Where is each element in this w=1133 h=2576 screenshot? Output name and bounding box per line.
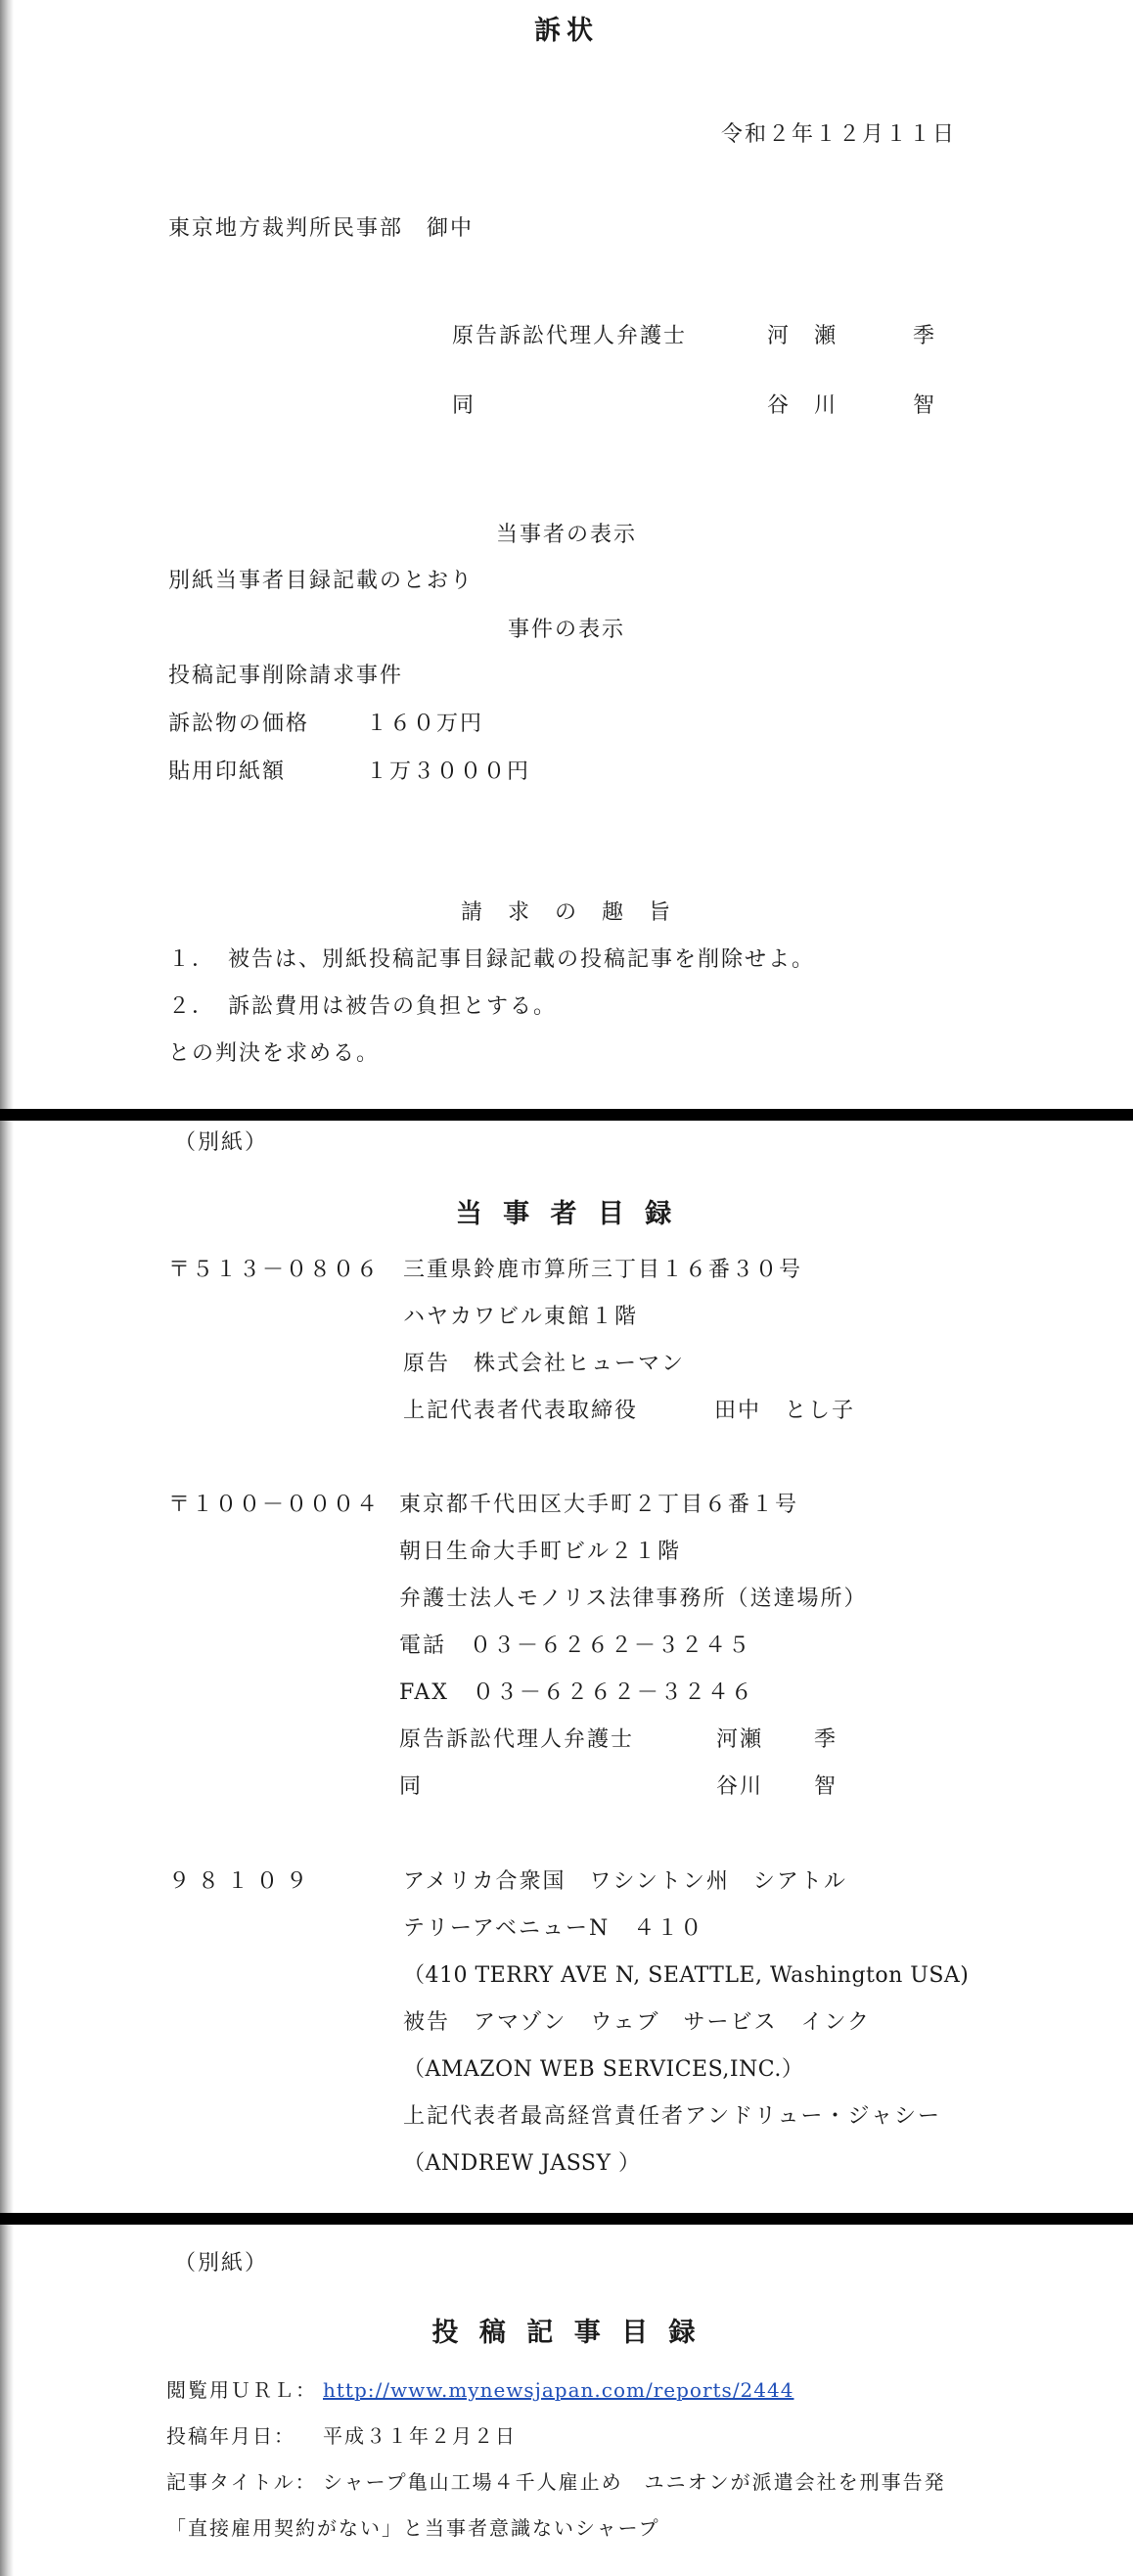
- counsel-building: 朝日生命大手町ビル２１階: [399, 1540, 682, 1564]
- stamp-fee: １万３０００円: [366, 759, 531, 784]
- claim-value: １６０万円: [366, 712, 484, 736]
- complaint-page: [0, 0, 1133, 1109]
- purpose-item: １． 被告は、別紙投稿記事目録記載の投稿記事を削除せよ。: [168, 947, 816, 972]
- article-list-page: [0, 2225, 1133, 2576]
- court-addressee: 東京地方裁判所民事部 御中: [168, 216, 475, 241]
- counsel-lawyer-role: 原告訴訟代理人弁護士: [399, 1727, 635, 1752]
- url-label: 閲覧用ＵＲＬ：: [166, 2378, 317, 2402]
- party-list-page: [0, 1121, 1133, 2213]
- purpose-item: ２． 訴訟費用は被告の負担とする。: [168, 994, 558, 1019]
- counsel-lawyer-given: 智: [814, 1774, 838, 1799]
- post-date: 平成３１年２月２日: [323, 2424, 517, 2448]
- article-list-title: 投 稿 記 事 目 録: [431, 2318, 702, 2348]
- counsel-lawyer-role: 同: [399, 1774, 424, 1799]
- counsel-address: 東京都千代田区大手町２丁目６番１号: [399, 1493, 799, 1517]
- complaint-title: 訴状: [534, 16, 599, 46]
- attorney-given-name: 智: [913, 393, 937, 418]
- case-name: 投稿記事削除請求事件: [168, 664, 404, 688]
- attorney-surname: 河 瀬: [767, 324, 838, 348]
- claim-value-label: 訴訟物の価格: [168, 712, 310, 736]
- defendant-name: 被告 アマゾン ウェブ サービス インク: [403, 2010, 872, 2035]
- parties-heading: 当事者の表示: [495, 523, 637, 547]
- defendant-representative: 上記代表者最高経営責任者アンドリュー・ジャシー: [403, 2104, 942, 2129]
- attorney-role: 同: [452, 393, 476, 418]
- attorney-role: 原告訴訟代理人弁護士: [452, 324, 688, 348]
- parties-text: 別紙当事者目録記載のとおり: [168, 569, 475, 593]
- counsel-lawyer-surname: 谷川: [716, 1774, 764, 1799]
- counsel-phone: 電話 ０３－６２６２－３２４５: [399, 1633, 752, 1658]
- plaintiff-rep-title: 上記代表者代表取締役: [403, 1399, 639, 1423]
- post-date-label: 投稿年月日：: [166, 2424, 295, 2448]
- defendant-address-english: （410 TERRY AVE N, SEATTLE, Washington USA): [403, 1963, 970, 1988]
- defendant-postal-code: ９８１０９: [168, 1869, 316, 1894]
- article-title-label: 記事タイトル：: [166, 2470, 317, 2494]
- attachment-label: （別紙）: [174, 2251, 269, 2276]
- plaintiff-name: 原告 株式会社ヒューマン: [403, 1352, 686, 1376]
- counsel-lawyer-given: 季: [814, 1727, 838, 1752]
- defendant-name-english: （AMAZON WEB SERVICES,INC.）: [403, 2057, 804, 2082]
- counsel-lawyer-surname: 河瀬: [716, 1727, 764, 1752]
- attorney-given-name: 季: [913, 324, 937, 348]
- article-url-link[interactable]: http://www.mynewsjapan.com/reports/2444: [323, 2378, 794, 2402]
- page-separator: [0, 2213, 1133, 2225]
- page-separator: [0, 1109, 1133, 1121]
- filing-date: 令和２年１２月１１日: [721, 122, 957, 147]
- attachment-label: （別紙）: [174, 1130, 269, 1155]
- party-list-title: 当 事 者 目 録: [455, 1199, 678, 1229]
- defendant-representative-english: （ANDREW JASSY ）: [403, 2151, 641, 2176]
- case-heading: 事件の表示: [507, 618, 625, 642]
- defendant-address: アメリカ合衆国 ワシントン州 シアトル: [403, 1869, 847, 1894]
- plaintiff-postal-code: 〒５１３－０８０６: [168, 1258, 381, 1282]
- defendant-street: テリーアベニューN ４１０: [403, 1916, 704, 1941]
- article-title: シャープ亀山工場４千人雇止め ユニオンが派遣会社を刑事告発: [323, 2470, 946, 2494]
- purpose-heading: 請 求 の 趣 旨: [460, 900, 672, 925]
- plaintiff-rep-name: 田中 とし子: [714, 1399, 856, 1423]
- purpose-closing: との判決を求める。: [168, 1041, 381, 1066]
- plaintiff-address: 三重県鈴鹿市算所三丁目１６番３０号: [403, 1258, 803, 1282]
- counsel-postal-code: 〒１００－０００４: [168, 1493, 381, 1517]
- attorney-surname: 谷 川: [767, 393, 838, 418]
- plaintiff-building: ハヤカワビル東館１階: [403, 1305, 639, 1329]
- counsel-fax: FAX ０３－６２６２－３２４６: [399, 1680, 754, 1705]
- stamp-fee-label: 貼用印紙額: [168, 759, 287, 784]
- article-subtitle: 「直接雇用契約がない」と当事者意識ないシャープ: [166, 2516, 660, 2540]
- counsel-firm: 弁護士法人モノリス法律事務所（送達場所）: [399, 1587, 868, 1611]
